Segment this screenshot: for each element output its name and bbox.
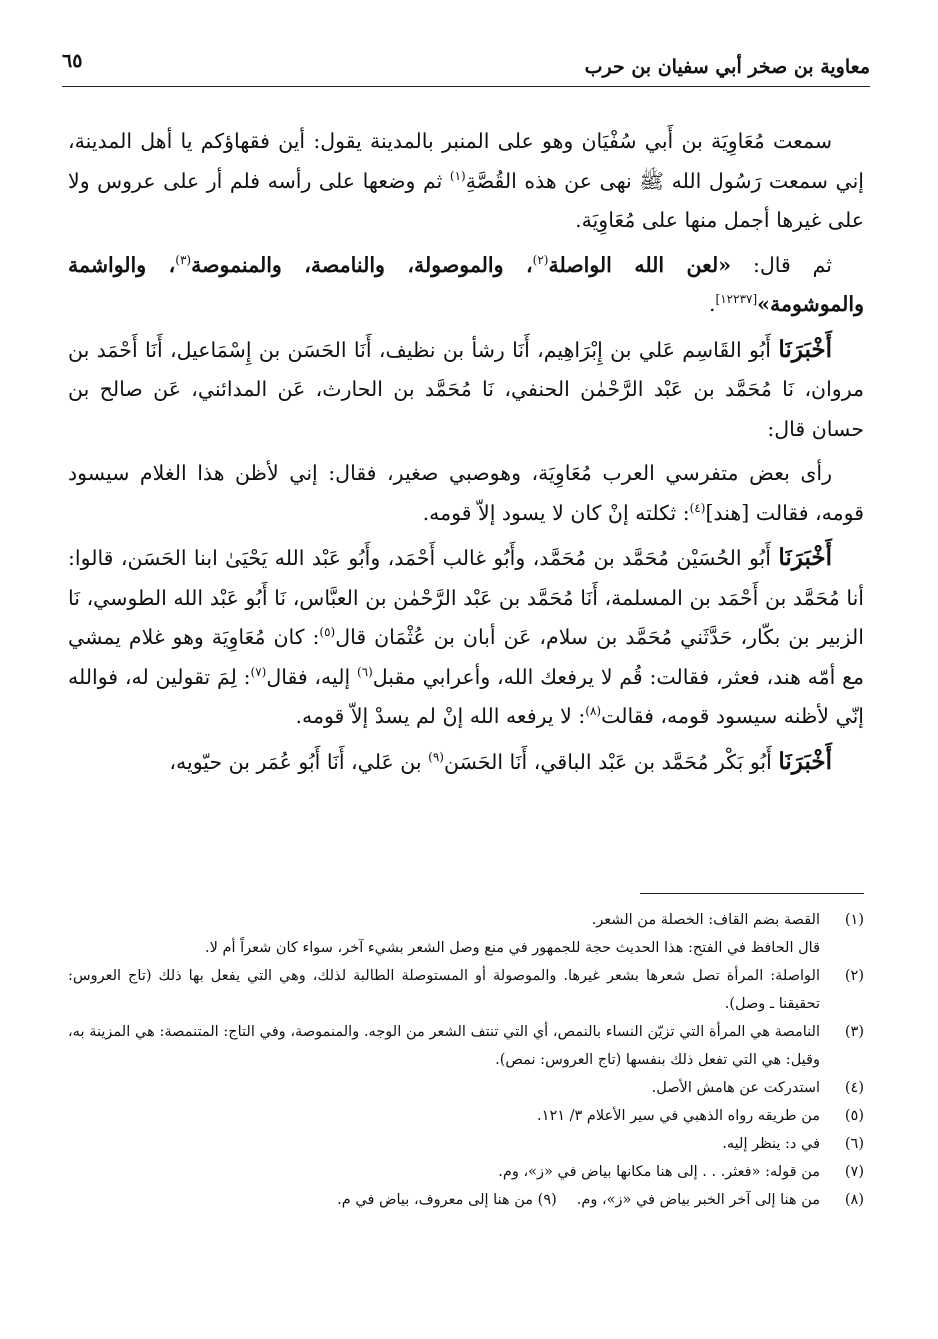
paragraph-5 <box>68 538 864 737</box>
footnote-5 <box>68 1102 864 1130</box>
footnote-text: الواصلة: المرأة تصل شعرها بشعر غيرها. والموصولة أو المستوصلة الطالبة لذلك، وهي التي يفعل بها ذلك (تاج العروس: تحقيقنا ـ وصل). <box>68 968 820 1012</box>
footnote-1-continued: قال الحافظ في الفتح: هذا الحديث حجة للجمهور في منع وصل الشعر بشيء آخر، سواء كان شعراً أم لا. <box>204 940 820 956</box>
footnote-text: القصة بضم القاف: الخصلة من الشعر. <box>591 912 820 928</box>
paragraph-text: أَبُو الحُسَيْن مُحَمَّد بن مُحَمَّد، وأَبُو غالب أَحْمَد، وأَبُو عَبْد الله يَحْيَىٰ ابنا الحَسَن، قالوا: أنا مُحَمَّد بن أَحْمَد بن المسلمة، أَنَا مُحَمَّد بن عَبْد الرَّحْمٰن بن العبَّاس، نَا أَبُو عَبْد الله الطوسي، نَا الزبير بن بكّار، حَدَّثَني مُحَمَّد بن سلام، عَن أبان بن عُثْمَان قال <box>68 546 864 649</box>
footnote-text: من طريقه رواه الذهبي في سير الأعلام ٣/ ١٢١. <box>537 1108 820 1124</box>
footnote-ref[interactable]: (٧) <box>250 664 267 679</box>
paragraph-3 <box>68 330 864 450</box>
footnote-1 <box>68 906 864 934</box>
paragraph-4 <box>68 454 864 533</box>
page-number: ٦٥ <box>62 50 83 72</box>
footnote-number: (١) <box>844 912 864 928</box>
paragraph-2 <box>68 246 864 325</box>
paragraph-text: أَبُو بَكْر مُحَمَّد بن عَبْد الباقي، أَنَا الحَسَن <box>443 749 779 774</box>
paragraph-text: ثم قال: <box>731 252 832 277</box>
footnote-ref[interactable]: (٥) <box>319 625 336 639</box>
footnote-ref[interactable]: (٦) <box>356 664 373 679</box>
hadith-quote: «لعن الله الواصلة <box>548 252 732 277</box>
footnote-number: (٣) <box>844 1024 864 1040</box>
paragraph-text: ثم وضعها على رأسه فلم أر على عروس ولا على غيرها أجمل منها على مُعَاوِيَة. <box>68 168 864 232</box>
main-text <box>68 122 864 787</box>
paragraph-text: رأى بعض متفرسي العرب مُعَاوِيَة، وهوصبي صغير، فقال: إني لأظن هذا الغلام سيسود قومه، فقالت [هند] <box>68 461 864 525</box>
footnote-number: (٤) <box>844 1080 864 1096</box>
paragraph-text: . <box>709 292 716 316</box>
footnote-ref[interactable]: (٩) <box>428 749 444 764</box>
footnote-text: من هنا إلى آخر الخبر بياض في «ز»، وم. <box>576 1192 820 1208</box>
footnote-number: (٧) <box>844 1164 864 1180</box>
running-title: معاوية بن صخر أبي سفيان بن حرب <box>584 56 870 78</box>
header-rule <box>62 86 870 87</box>
paragraph-text: إليه، فقال <box>266 664 357 689</box>
footnote-3 <box>68 1018 864 1074</box>
footnote-line <box>68 1186 820 1214</box>
paragraph-text: بن عَلي، أَنَا أَبُو عُمَر بن حيّويه، <box>169 749 429 774</box>
hadith-quote: ، والموصولة، والنامصة، والمنموصة <box>191 252 533 277</box>
footnote-text: استدركت عن هامش الأصل. <box>651 1080 820 1096</box>
footnote-4 <box>68 1074 864 1102</box>
paragraph-text: أَبُو القَاسِم عَلي بن إِبْرَاهِيم، أَنَا رشأ بن نظيف، أَنَا الحَسَن بن إِسْمَاعيل، أَنَا أَحْمَد بن مروان، نَا مُحَمَّد بن عَبْد الرَّحْمٰن الحنفي، نَا مُحَمَّد بن الحارث، عَن المدائني، عَن صالح بن حسان قال: <box>68 337 864 441</box>
footnote-ref[interactable]: (٢) <box>532 252 549 267</box>
isnad-lead: أَخْبَرَنَا <box>778 335 832 363</box>
page-header <box>62 42 870 82</box>
footnote-7 <box>68 1158 864 1186</box>
paragraph-text: سمعت مُعَاوِيَة بن أَبي سُفْيَان وهو على المنبر بالمدينة يقول: أين فقهاؤكم يا أهل المدينة، إني سمعت رَسُول الله ﷺ نهى عن هذه القُصَّةِ <box>68 129 864 193</box>
isnad-lead: أَخْبَرَنَا <box>778 747 832 775</box>
paragraph-text: : كان مُعَاوِيَة وهو غلام يمشي مع أمّه هند، فعثر، فقالت: قُم لا يرفعك الله، وأعرابي مقبل <box>68 625 864 689</box>
hadith-number: [١٢٢٣٧] <box>715 292 758 306</box>
footnote-text: النامصة هي المرأة التي تزيّن النساء بالنمص، أي التي تنتف الشعر من الوجه. والمنموصة، وفي التاج: المتنمصة: هي المزينة به، وقيل: هي التي تفعل ذلك بنفسها (تاج العروس: نمص). <box>68 1024 820 1068</box>
paragraph-text: : لِمَ تقولين له، فوالله إنّي لأظنه سيسود قومه، فقالت <box>68 664 864 728</box>
footnote-ref[interactable]: (٨) <box>585 704 602 718</box>
paragraph-text: : لا يرفعه الله إنْ لم يسدْ إلاّ قومه. <box>295 704 586 728</box>
footnote-number: (٥) <box>844 1108 864 1124</box>
footnote-number: (٦) <box>844 1136 864 1152</box>
paragraph-text: : ثكلته إنْ كان لا يسود إلاّ قومه. <box>422 500 690 525</box>
paragraph-1 <box>68 122 864 241</box>
footnote-ref[interactable]: (١) <box>449 168 466 183</box>
isnad-lead: أَخْبَرَنَا <box>778 544 832 571</box>
footnote-8-9 <box>68 1186 864 1214</box>
footnote-text: من هنا إلى معروف، بياض في م. <box>337 1192 534 1208</box>
paragraph-6 <box>68 742 864 783</box>
footnote-6 <box>68 1130 864 1158</box>
footnotes <box>68 906 864 1214</box>
footnote-ref[interactable]: (٤) <box>689 500 706 515</box>
footnote-text: في د: ينظر إليه. <box>722 1136 820 1152</box>
hadith-quote: ، والواشمة والموشومة» <box>68 252 864 316</box>
footnote-number: (٢) <box>844 968 864 984</box>
footnote-ref[interactable]: (٣) <box>175 252 192 267</box>
footnote-number: (٩) <box>537 1192 557 1208</box>
footnote-number: (٨) <box>844 1192 864 1208</box>
footnote-text: من قوله: «فعثر. . . إلى هنا مكانها بياض في «ز»، وم. <box>498 1164 820 1180</box>
footnote-2 <box>68 962 864 1018</box>
footnote-rule <box>640 893 864 894</box>
